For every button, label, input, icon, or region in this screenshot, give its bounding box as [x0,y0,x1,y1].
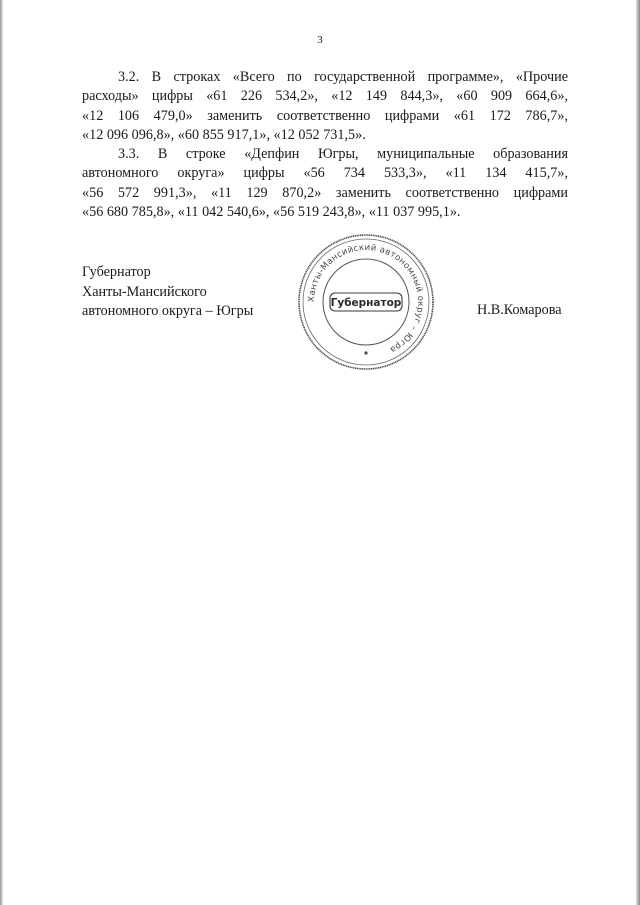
signatory-name: Н.В.Комарова [477,302,562,318]
position-line: Ханты-Мансийского [82,283,207,300]
paragraph-3-2 [82,68,568,145]
text-line: расходы» цифры «61 226 534,2», «12 149 844,3», «60 909 664,6», [82,88,568,105]
text-line: 3.2. В строках «Всего по государственной программе», «Прочие [118,69,568,85]
text-line: «56 680 785,8», «11 042 540,6», «56 519 243,8», «11 037 995,1». [82,204,461,221]
position-line: автономного округа – Югры [82,303,254,319]
seal-center-text: Губернатор [330,297,402,309]
paragraph-3-3 [82,145,568,222]
seal-ring-text: Ханты-Мансийский автономный округ – Югра [306,242,426,355]
scan-edge-left [0,0,3,905]
scan-edge-right [636,0,640,905]
signatory-position [82,263,253,322]
text-line: «12 106 479,0» заменить соответственно цифрами «61 172 786,7», [82,107,568,124]
text-line: 3.3. В строке «Депфин Югры, муниципальные образования [118,146,568,163]
seal-dot-mark [364,351,367,354]
text-line: «56 572 991,3», «11 129 870,2» заменить соответственно цифрами [82,184,568,201]
document-body [82,68,568,222]
official-seal [296,232,436,372]
page-number: 3 [317,34,323,46]
text-line: «12 096 096,8», «60 855 917,1», «12 052 731,5». [82,126,366,143]
text-line: автономного округа» цифры «56 734 533,3», «11 134 415,7», [82,165,568,182]
position-line: Губернатор [82,264,151,280]
